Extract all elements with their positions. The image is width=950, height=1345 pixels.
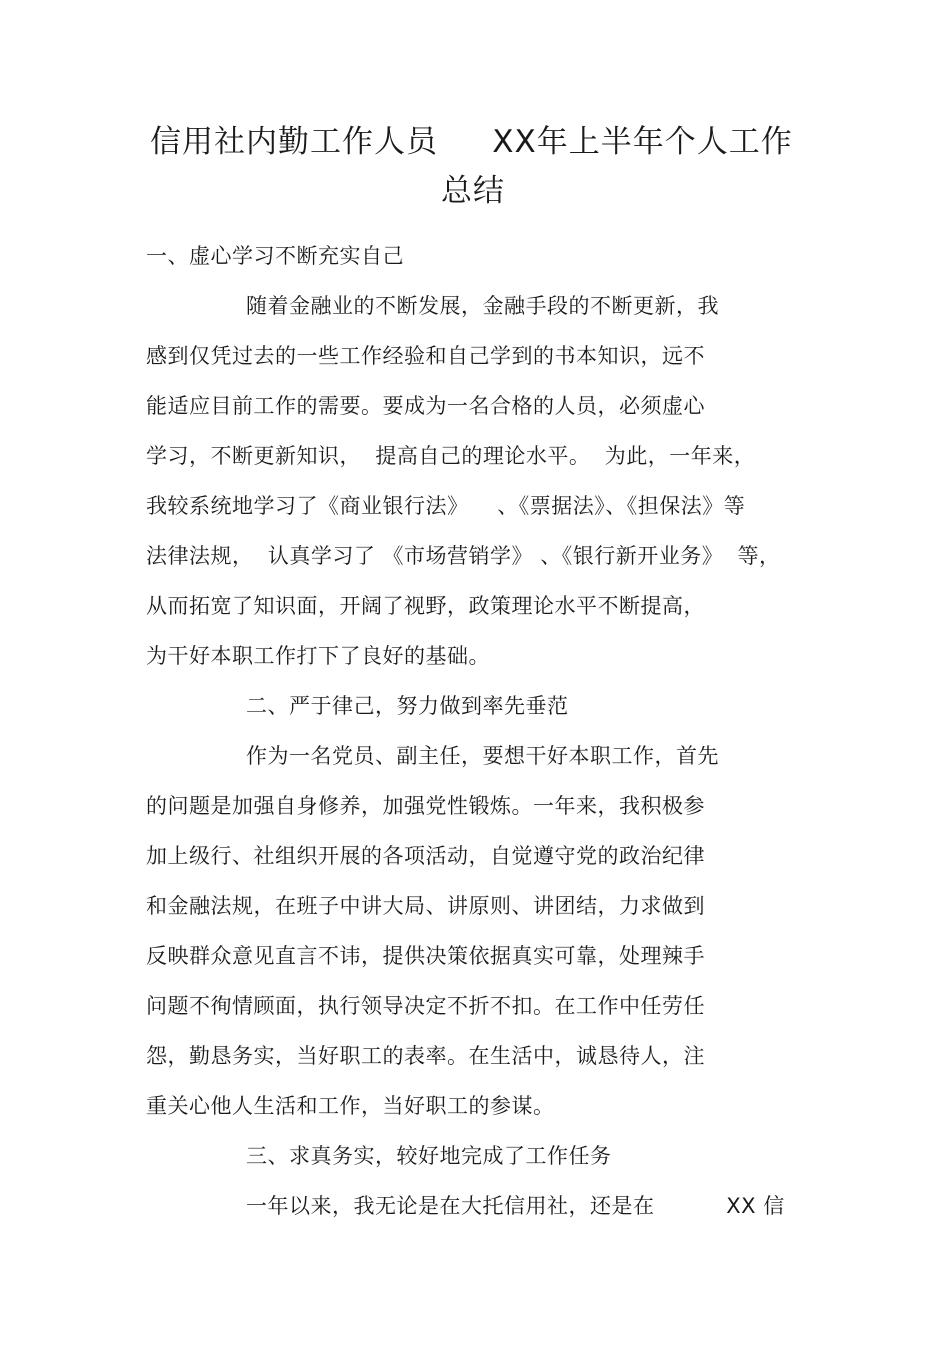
body-line: 感到仅凭过去的一些工作经验和自己学到的书本知识，远不 — [146, 344, 705, 368]
body-line: 怨，勤恳务实，当好职工的表率。在生活中，诚恳待人，注 — [146, 1044, 705, 1068]
body-line: 能适应目前工作的需要。要成为一名合格的人员，必须虚心 — [146, 394, 705, 418]
body-line: 随着金融业的不断发展，金融手段的不断更新，我 — [246, 294, 719, 318]
body-line: 反映群众意见直言不讳，提供决策依据真实可靠，处理辣手 — [146, 944, 705, 968]
body-line: 问题不徇情顾面，执行领导决定不折不扣。在工作中任劳任 — [146, 994, 705, 1018]
section-heading-3: 三、求真务实，较好地完成了工作任务 — [246, 1144, 612, 1168]
body-line: 学习，不断更新知识， 提高自己的理论水平。 为此，一年来， — [146, 444, 756, 468]
body-line: 为干好本职工作打下了良好的基础。 — [146, 644, 490, 668]
body-line: 作为一名党员、副主任，要想干好本职工作，首先 — [246, 744, 719, 768]
body-line: 一年以来，我无论是在大托信用社，还是在 XX 信 — [246, 1194, 785, 1218]
body-line: 重关心他人生活和工作，当好职工的参谋。 — [146, 1094, 555, 1118]
section-heading-2: 二、严于律己，努力做到率先垂范 — [246, 694, 569, 718]
body-line: 加上级行、社组织开展的各项活动，自觉遵守党的政治纪律 — [146, 844, 705, 868]
body-line: 的问题是加强自身修养，加强党性锻炼。一年来，我积极参 — [146, 794, 705, 818]
body-line: 法律法规， 认真学习了 《市场营销学》 、《银行新开业务》 等， — [146, 544, 781, 568]
body-line: 从而拓宽了知识面，开阔了视野，政策理论水平不断提高， — [146, 594, 705, 618]
document-title-line-2: 总结 — [441, 173, 505, 209]
body-line: 我较系统地学习了《商业银行法》 、《票据法》、《担保法》等 — [146, 494, 746, 518]
document-title-line-1: 信用社内勤工作人员 XX年上半年个人工作 — [150, 124, 793, 160]
section-heading-1: 一、虚心学习不断充实自己 — [146, 244, 404, 268]
body-line: 和金融法规，在班子中讲大局、讲原则、讲团结，力求做到 — [146, 894, 705, 918]
